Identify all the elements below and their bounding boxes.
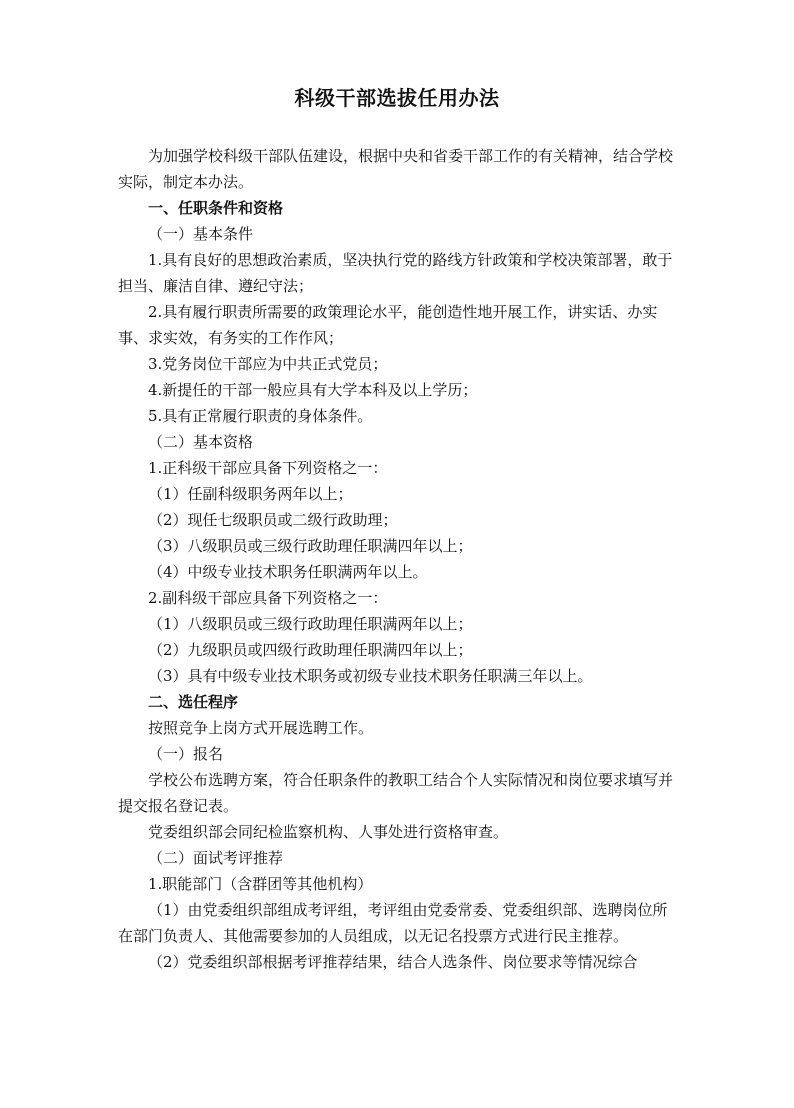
list-item: 4.新提任的干部一般应具有大学本科及以上学历； xyxy=(148,381,478,399)
sub-list-item: （1）八级职员或三级行政助理任职满两年以上； xyxy=(148,615,473,633)
subsection-heading: （一）报名 xyxy=(148,745,224,763)
subsection-heading: （二）基本资格 xyxy=(148,433,254,451)
document-body xyxy=(118,143,674,975)
sub-list-item: （4）中级专业技术职务任职满两年以上。 xyxy=(148,563,428,581)
list-item: 2.副科级干部应具备下列资格之一： xyxy=(148,589,388,607)
sub-list-item: （3）具有中级专业技术职务或初级专业技术职务任职满三年以上。 xyxy=(148,667,593,685)
subsection-heading: （一）基本条件 xyxy=(148,225,254,243)
body-paragraph: 按照竞争上岗方式开展选聘工作。 xyxy=(148,719,374,737)
intro-paragraph: 为加强学校科级干部队伍建设，根据中央和省委干部工作的有关精神，结合学校实际，制定本办法。 xyxy=(118,147,674,191)
sub-list-item: （2）党委组织部根据考评推荐结果，结合人选条件、岗位要求等情况综合 xyxy=(148,953,638,971)
sub-list-item: （1）由党委组织部组成考评组，考评组由党委常委、党委组织部、选聘岗位所在部门负责人、其他需要参加的人员组成，以无记名投票方式进行民主推荐。 xyxy=(118,901,668,945)
list-item: 1.具有良好的思想政治素质，坚决执行党的路线方针政策和学校决策部署，敢于担当、廉洁自律、遵纪守法； xyxy=(118,251,673,295)
body-paragraph: 学校公布选聘方案，符合任职条件的教职工结合个人实际情况和岗位要求填写并提交报名登记表。 xyxy=(118,771,674,815)
list-item: 5.具有正常履行职责的身体条件。 xyxy=(148,407,373,425)
sub-list-item: （2）现任七级职员或二级行政助理； xyxy=(148,511,398,529)
list-item: 3.党务岗位干部应为中共正式党员； xyxy=(148,355,388,373)
section-heading: 二、选任程序 xyxy=(148,693,239,711)
sub-list-item: （2）九级职员或四级行政助理任职满四年以上； xyxy=(148,641,473,659)
list-item: 2.具有履行职责所需要的政策理论水平，能创造性地开展工作，讲实话、办实事、求实效，有务实的工作作风； xyxy=(118,303,658,347)
sub-list-item: （3）八级职员或三级行政助理任职满四年以上； xyxy=(148,537,473,555)
sub-list-item: （1）任副科级职务两年以上； xyxy=(148,485,353,503)
section-heading: 一、任职条件和资格 xyxy=(148,199,284,217)
body-paragraph: 党委组织部会同纪检监察机构、人事处进行资格审查。 xyxy=(148,823,509,841)
subsection-heading: （二）面试考评推荐 xyxy=(148,849,284,867)
list-item: 1.正科级干部应具备下列资格之一： xyxy=(148,459,388,477)
document-title: 科级干部选拔任用办法 xyxy=(294,86,500,110)
list-item: 1.职能部门（含群团等其他机构） xyxy=(148,875,373,893)
